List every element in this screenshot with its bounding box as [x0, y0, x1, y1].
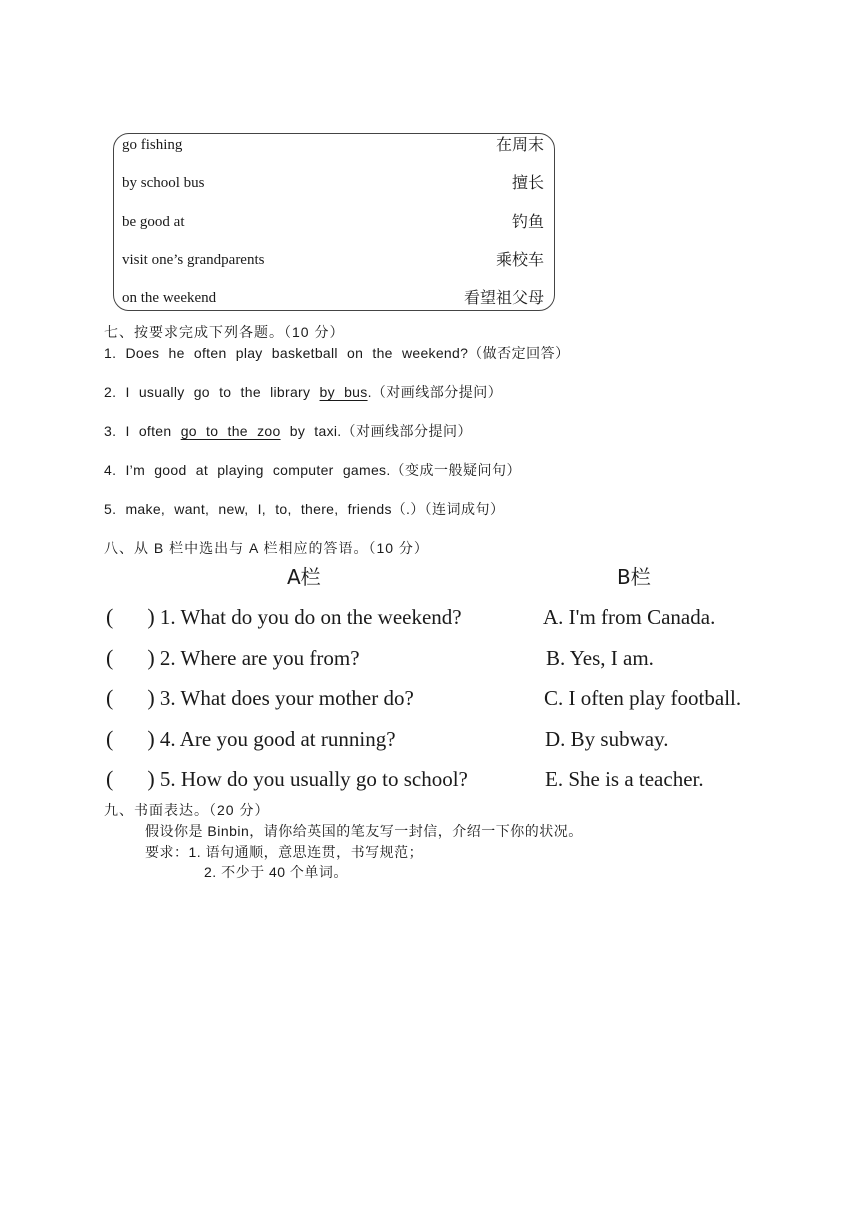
writing-prompt: 假设你是 Binbin，请你给英国的笔友写一封信，介绍一下你的状况。 [145, 823, 583, 839]
writing-requirement-1: 要求：1. 语句通顺，意思连贯，书写规范； [145, 844, 424, 860]
column-b-answer: E. She is a teacher. [545, 767, 704, 791]
column-b-answer: B. Yes, I am. [546, 646, 654, 670]
match-english: on the weekend [122, 290, 217, 306]
answer-bracket-open: ( [106, 726, 114, 751]
matching-row-1 [106, 603, 462, 631]
question-text: 4. I’m good at playing computer games. [104, 462, 391, 478]
question-7-3 [104, 421, 472, 441]
section-8-title: 八、从 B 栏中选出与 A 栏相应的答语。（10 分） [104, 540, 429, 556]
match-row [114, 247, 554, 273]
question-text: 2. I usually go to the library [104, 384, 320, 400]
question-7-5 [104, 499, 505, 519]
question-text: by taxi. [280, 423, 342, 439]
match-chinese: 乘校车 [495, 250, 544, 269]
match-chinese: 看望祖父母 [463, 288, 544, 307]
column-b-answer: C. I often play football. [544, 686, 742, 710]
answer-bracket-open: ( [106, 766, 114, 791]
answer-bracket-close: ) [147, 645, 155, 670]
answer-bracket-open: ( [106, 685, 114, 710]
question-instruction: （对画线部分提问） [371, 384, 503, 400]
answer-bracket-open: ( [106, 604, 114, 629]
column-a-heading: A栏 [287, 565, 321, 589]
question-instruction: （连词成句） [424, 501, 505, 517]
match-row [114, 209, 554, 235]
section-9-title: 九、书面表达。（20 分） [104, 802, 270, 818]
answer-bracket-close: ) [147, 726, 155, 751]
question-instruction: （做否定回答） [468, 345, 570, 361]
match-row [114, 170, 554, 196]
answer-bracket-open: ( [106, 645, 114, 670]
column-a-question: 3. What does your mother do? [159, 686, 414, 710]
question-text: 5. make, want, new, I, to, there, friends（.） [104, 501, 425, 517]
vocabulary-matching-box [113, 133, 555, 311]
question-7-4 [104, 460, 521, 480]
column-b-answer: D. By subway. [545, 727, 669, 751]
match-english: by school bus [122, 175, 205, 191]
question-instruction: （对画线部分提问） [341, 423, 472, 439]
writing-requirement-2: 2. 不少于 40 个单词。 [204, 864, 348, 880]
answer-bracket-close: ) [147, 766, 155, 791]
question-text: 1. Does he often play basketball on the weekend? [104, 345, 469, 361]
question-text: . [367, 384, 372, 400]
match-row [114, 285, 554, 311]
match-row [114, 132, 554, 158]
underlined-phrase: by bus [319, 384, 368, 400]
matching-row-2 [106, 644, 360, 672]
match-english: visit one’s grandparents [122, 252, 265, 268]
match-english: be good at [122, 214, 185, 230]
column-a-question: 1. What do you do on the weekend? [159, 605, 462, 629]
answer-bracket-close: ) [147, 685, 155, 710]
answer-bracket-close: ) [147, 604, 155, 629]
match-chinese: 在周末 [495, 135, 544, 154]
column-b-answer: A. I'm from Canada. [543, 605, 716, 629]
match-chinese: 擅长 [511, 173, 544, 192]
match-english: go fishing [122, 137, 183, 153]
question-instruction: （变成一般疑问句） [390, 462, 522, 478]
section-7-title: 七、按要求完成下列各题。（10 分） [104, 324, 345, 340]
column-a-question: 4. Are you good at running? [159, 727, 396, 751]
column-b-heading: B栏 [617, 565, 651, 589]
question-7-1 [104, 343, 570, 363]
underlined-phrase: go to the zoo [180, 423, 281, 439]
column-a-question: 2. Where are you from? [159, 646, 360, 670]
matching-row-5 [106, 765, 468, 793]
column-a-question: 5. How do you usually go to school? [159, 767, 468, 791]
matching-row-4 [106, 725, 396, 753]
matching-row-3 [106, 684, 414, 712]
question-7-2 [104, 382, 502, 402]
question-text: 3. I often [104, 423, 181, 439]
match-chinese: 钓鱼 [511, 212, 544, 231]
